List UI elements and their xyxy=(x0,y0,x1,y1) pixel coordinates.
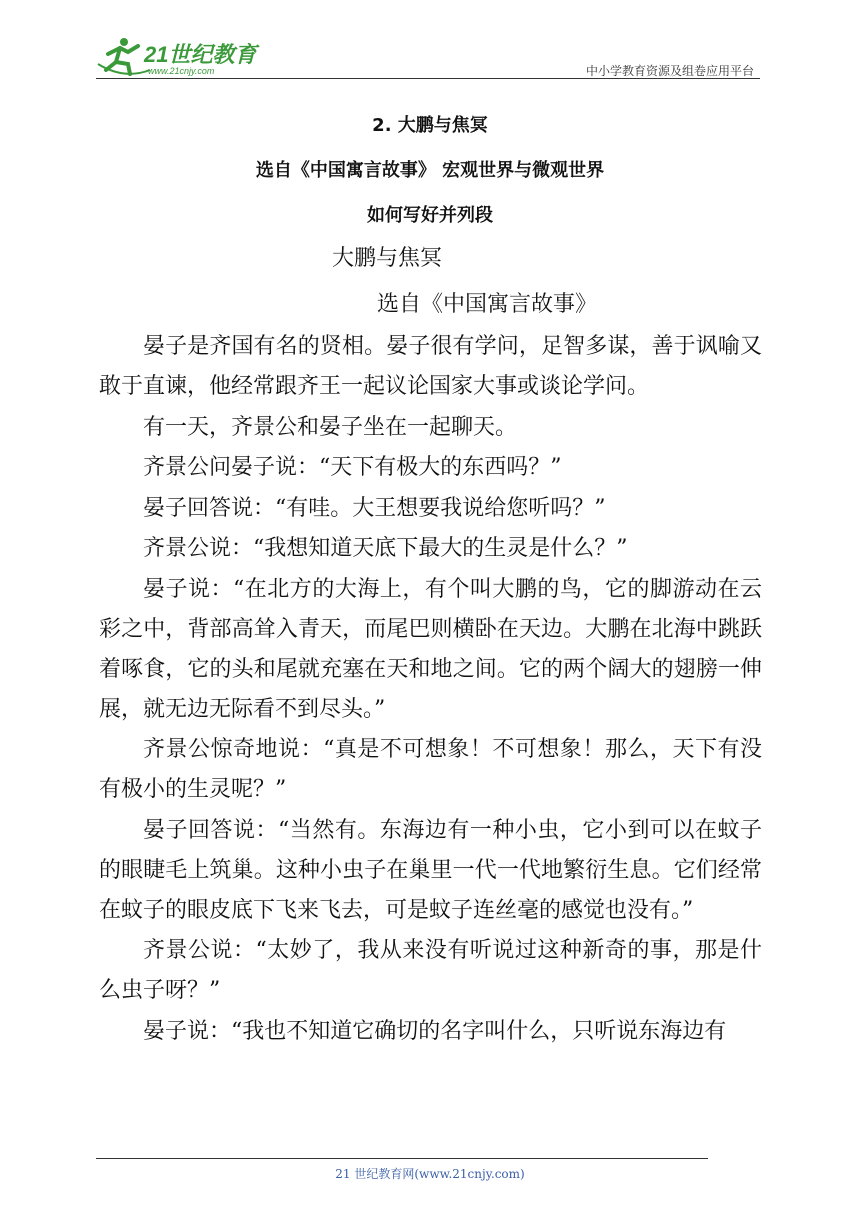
lesson-topic: 如何写好并列段 xyxy=(367,205,493,226)
paragraph: 齐景公说：“我想知道天底下最大的生灵是什么？” xyxy=(143,536,628,561)
paragraph: 晏子是齐国有名的贤相。晏子很有学问，足智多谋，善于讽喻又敢于直谏，他经常跟齐王一起议论国家大事或谈论学问。 xyxy=(99,334,762,399)
paragraph: 晏子说：“我也不知道它确切的名字叫什么，只听说东海边有 xyxy=(143,1018,727,1044)
story-source: 选自《中国寓言故事》 xyxy=(377,292,598,317)
paragraph: 齐景公惊奇地说：“真是不可想象！不可想象！那么，天下有没有极小的生灵呢？” xyxy=(99,737,762,802)
svg-text:www.21cnjy.com: www.21cnjy.com xyxy=(148,66,215,76)
footer-divider xyxy=(96,1158,708,1159)
svg-text:21世纪教育: 21世纪教育 xyxy=(144,42,257,67)
lesson-subtitle: 选自《中国寓言故事》 宏观世界与微观世界 xyxy=(255,160,605,181)
lesson-title: 2. 大鹏与焦冥 xyxy=(372,115,488,136)
story-body xyxy=(99,327,762,1052)
paragraph: 齐景公问晏子说：“天下有极大的东西吗？” xyxy=(143,455,562,480)
paragraph: 晏子回答说：“当然有。东海边有一种小虫，它小到可以在蚊子的眼睫毛上筑巢。这种小虫子在巢里一代一代地繁衍生息。它们经常在蚊子的眼皮底下飞来飞去，可是蚊子连丝毫的感觉也没有。” xyxy=(99,817,762,923)
runner-logo-icon xyxy=(94,34,274,78)
story-title: 大鹏与焦冥 xyxy=(332,246,443,271)
page-header xyxy=(0,0,860,90)
site-logo[interactable] xyxy=(94,34,274,78)
paragraph: 齐景公说：“太妙了，我从来没有听说过这种新奇的事，那是什么虫子呀？” xyxy=(99,938,762,1003)
paragraph: 晏子说：“在北方的大海上，有个叫大鹏的鸟，它的脚游动在云彩之中，背部高耸入青天，而尾巴则横卧在天边。大鹏在北海中跳跃着啄食，它的头和尾就充塞在天和地之间。它的两个阔大的翅膀一伸展，就无边无际看不到尽头。” xyxy=(99,576,762,722)
paragraph: 晏子回答说：“有哇。大王想要我说给您听吗？” xyxy=(143,495,606,521)
header-divider xyxy=(96,78,760,79)
footer-link[interactable]: 21 世纪教育网(www.21cnjy.com) xyxy=(335,1167,525,1181)
header-slogan: 中小学教育资源及组卷应用平台 xyxy=(585,64,754,78)
paragraph: 有一天，齐景公和晏子坐在一起聊天。 xyxy=(143,414,518,440)
